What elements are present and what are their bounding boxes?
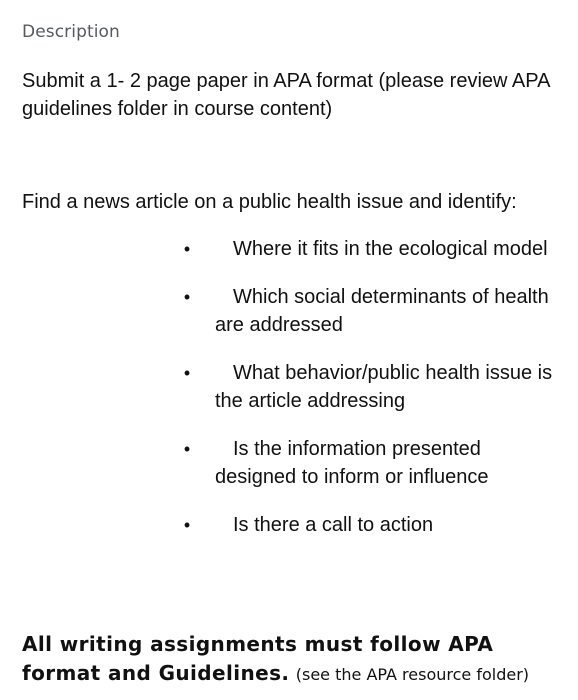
list-item-text: Is the information presented designed to inform or influence [215,438,489,488]
bullet-icon: • [183,363,191,383]
intro-paragraph: Submit a 1- 2 page paper in APA format (please review APA guidelines folder in course content) [22,70,550,120]
list-item [0,359,560,415]
bullet-icon: • [183,239,191,259]
list-item [0,283,560,339]
requirements-list [0,235,578,559]
task-paragraph: Find a news article on a public health issue and identify: [22,191,517,213]
apa-requirement-text: All writing assignments must follow APA format and Guidelines. [22,632,494,685]
list-item [0,435,560,491]
apa-resource-note: (see the APA resource folder) [295,665,530,684]
apa-requirement-footer [22,630,562,689]
list-item [0,511,560,539]
list-item-text: What behavior/public health issue is the article addressing [215,362,553,412]
description-heading: Description [22,22,120,42]
list-item [0,235,560,263]
bullet-icon: • [183,439,191,459]
list-item-text: Where it fits in the ecological model [233,238,548,260]
list-item-text: Is there a call to action [233,514,434,536]
bullet-icon: • [183,287,191,307]
list-item-text: Which social determinants of health are addressed [215,286,549,336]
bullet-icon: • [183,515,191,535]
